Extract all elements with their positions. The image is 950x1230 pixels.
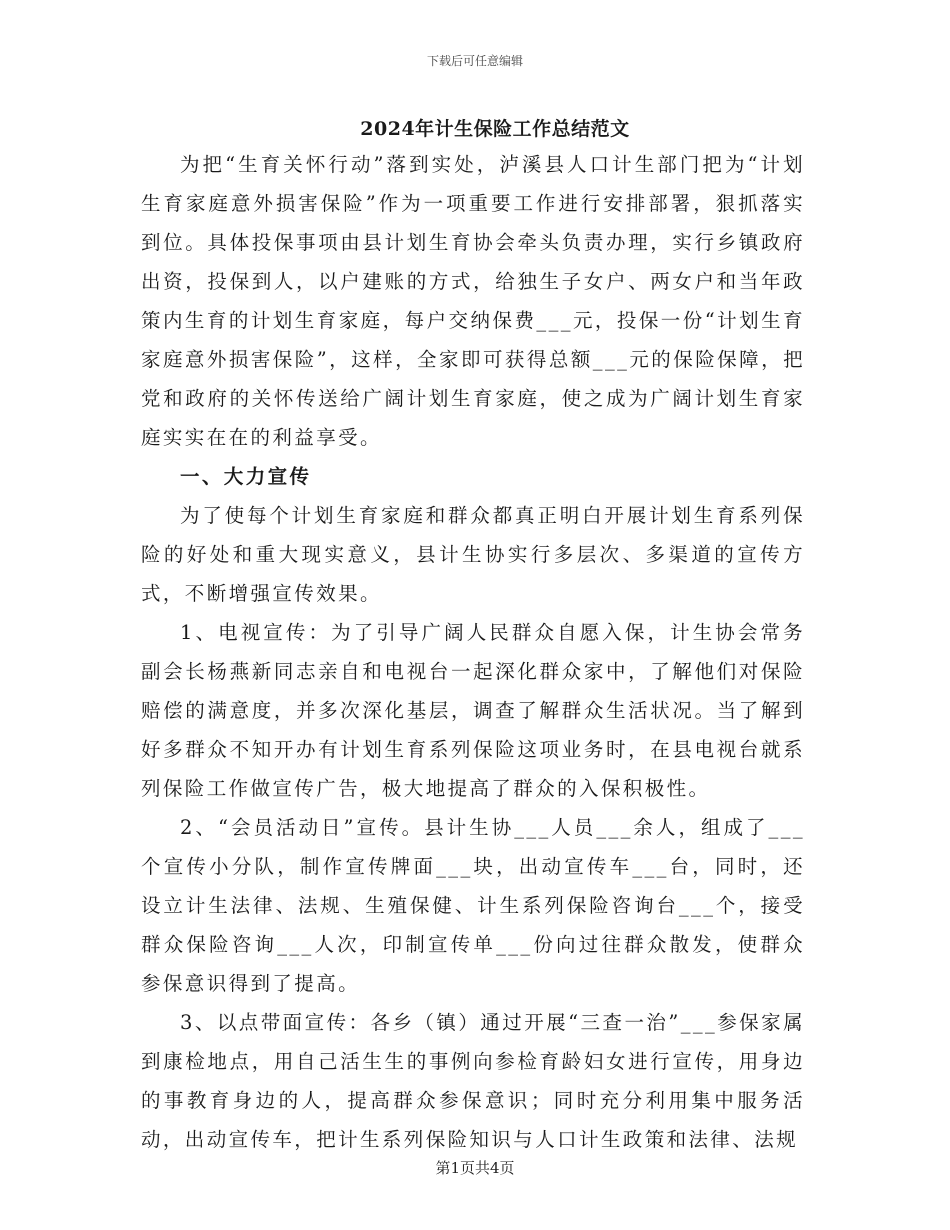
point-to-area-paragraph: 3、以点带面宣传：各乡（镇）通过开展“三查一治”___参保家属到康检地点，用自己活生生的事例向参检育龄妇女进行宣传，用身边的事教育身边的人，提高群众参保意识；同时充分利用集中服务活动，出动宣传车，把计生系列保险知识与人口计生政策和法律、法规 <box>141 1011 805 1151</box>
header-note: 下载后可任意编辑 <box>426 54 523 68</box>
intro-paragraph: 为把“生育关怀行动”落到实处，泸溪县人口计生部门把为“计划生育家庭意外损害保险”作为一项重要工作进行安排部署，狠抓落实到位。具体投保事项由县计划生育协会牵头负责办理，实行乡镇政府出资，投保到人，以户建账的方式，给独生子女户、两女户和当年政策内生育的计划生育家庭，每户交纳保费___元，投保一份“计划生育家庭意外损害保险”，这样，全家即可获得总额___元的保险保障，把党和政府的关怀传送给广阔计划生育家庭，使之成为广阔计划生育家庭实实在在的利益享受。 <box>141 153 805 449</box>
tv-publicity-paragraph: 1、电视宣传：为了引导广阔人民群众自愿入保，计生协会常务副会长杨燕新同志亲自和电视台一起深化群众家中，了解他们对保险赔偿的满意度，并多次深化基层，调查了解群众生活状况。当了解到好多群众不知开办有计划生育系列保险这项业务时，在县电视台就系列保险工作做宣传广告，极大地提高了群众的入保积极性。 <box>141 621 805 800</box>
document-title: 2024年计生保险工作总结范文 <box>360 118 630 140</box>
document-body <box>141 145 805 1159</box>
section-intro-paragraph: 为了使每个计划生育家庭和群众都真正明白开展计划生育系列保险的好处和重大现实意义，县计生协实行多层次、多渠道的宣传方式，不断增强宣传效果。 <box>141 504 805 605</box>
section-heading: 一、大力宣传 <box>180 465 312 488</box>
member-day-paragraph: 2、“会员活动日”宣传。县计生协___人员___余人，组成了___个宣传小分队，制作宣传牌面___块，出动宣传车___台，同时，还设立计生法律、法规、生殖保健、计生系列保险咨询台___个，接受群众保险咨询___人次，印制宣传单___份向过往群众散发，使群众参保意识得到了提高。 <box>141 816 805 995</box>
page-number: 第1页共4页 <box>435 1159 515 1177</box>
